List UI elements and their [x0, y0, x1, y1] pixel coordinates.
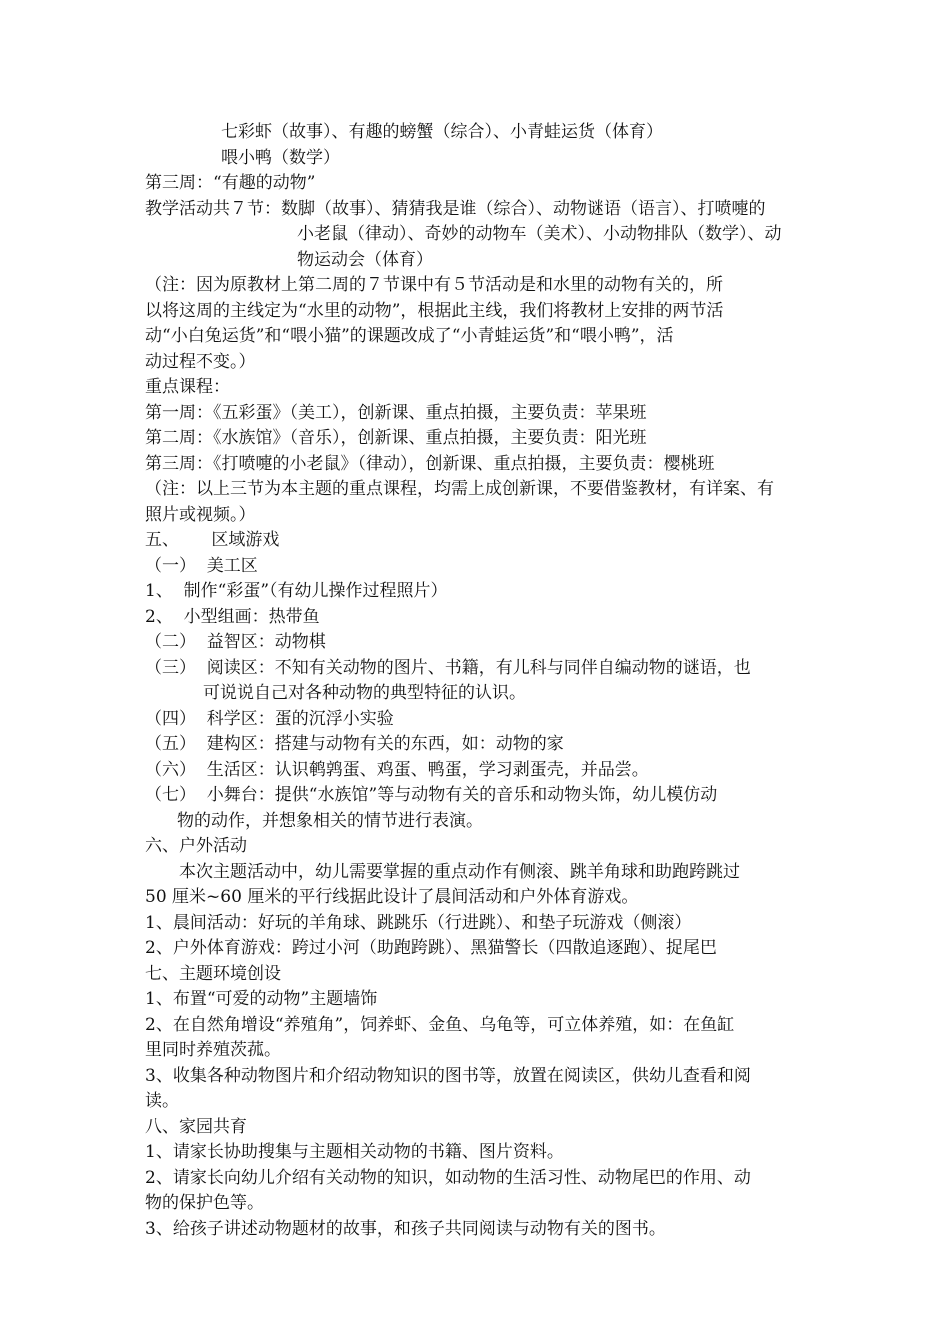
list-item: 1、请家长协助搜集与主题相关动物的书籍、图片资料。: [145, 1142, 564, 1162]
list-item: （五） 建构区：搭建与动物有关的东西，如：动物的家: [145, 734, 564, 754]
text-line: 小老鼠（律动）、奇妙的动物车（美术）、小动物排队（数学）、动: [297, 224, 782, 244]
section-heading: 六、户外活动: [145, 836, 247, 856]
note-line: 以将这周的主线定为“水里的动物”，根据此主线，我们将教材上安排的两节活: [145, 300, 724, 321]
text-line: 第一周：《五彩蛋》（美工），创新课、重点拍摄，主要负责：苹果班: [145, 402, 647, 423]
list-item: （四） 科学区：蛋的沉浮小实验: [145, 708, 394, 729]
text-line: 第二周：《水族馆》（音乐），创新课、重点拍摄，主要负责：阳光班: [145, 428, 647, 448]
list-item: 1、 制作“彩蛋”（有幼儿操作过程照片）: [145, 581, 448, 601]
section-heading: 七、主题环境创设: [145, 963, 281, 984]
list-item: 3、给孩子讲述动物题材的故事，和孩子共同阅读与动物有关的图书。: [145, 1218, 666, 1239]
list-item-continuation: 可说说自己对各种动物的典型特征的认识。: [203, 683, 526, 703]
note-line: 照片或视频。）: [145, 504, 256, 525]
list-item: 2、户外体育游戏：跨过小河（助跑跨跳）、黑猫警长（四散追逐跑）、捉尾巴: [145, 938, 717, 958]
note-line: 动过程不变。）: [145, 351, 256, 372]
text-line: 教学活动共７节：数脚（故事）、猜猜我是谁（综合）、动物谜语（语言）、打喷嚏的: [145, 198, 766, 219]
document-body: [145, 120, 810, 1242]
list-item-continuation: 里同时养殖茨菰。: [145, 1040, 281, 1060]
list-item: （一） 美工区: [145, 555, 258, 576]
text-line: 物运动会（体育）: [297, 249, 433, 270]
note-line: （注：因为原教材上第二周的７节课中有５节活动是和水里的动物有关的，所: [145, 275, 723, 295]
list-item: （三） 阅读区：不知有关动物的图片、书籍，有儿科与同伴自编动物的谜语，也: [145, 657, 751, 678]
note-line: （注：以上三节为本主题的重点课程，均需上成创新课，不要借鉴教材，有详案、有: [145, 479, 774, 499]
list-item: 2、在自然角增设“养殖角”，饲养虾、金鱼、乌龟等，可立体养殖，如：在鱼缸: [145, 1014, 735, 1035]
section-heading: 重点课程：: [145, 377, 230, 397]
list-item: （七） 小舞台：提供“水族馆”等与动物有关的音乐和动物头饰，幼儿模仿动: [145, 785, 718, 805]
section-heading: 第三周：“有趣的动物”: [145, 173, 316, 193]
list-item: 1、晨间活动：好玩的羊角球、跳跳乐（行进跳）、和垫子玩游戏（侧滚）: [145, 912, 692, 933]
section-heading: 五、 区域游戏: [145, 530, 280, 550]
list-item-continuation: 物的保护色等。: [145, 1193, 264, 1213]
note-line: 动“小白兔运货”和“喂小猫”的课题改成了“小青蛙运货”和“喂小鸭”，活: [145, 326, 674, 346]
list-item-continuation: 读。: [145, 1091, 179, 1111]
list-item: 3、收集各种动物图片和介绍动物知识的图书等，放置在阅读区，供幼儿查看和阅: [145, 1065, 751, 1086]
text-line: 七彩虾（故事）、有趣的螃蟹（综合）、小青蛙运货（体育）: [221, 122, 663, 142]
section-heading: 八、家园共育: [145, 1116, 247, 1137]
list-item: 2、请家长向幼儿介绍有关动物的知识，如动物的生活习性、动物尾巴的作用、动: [145, 1167, 751, 1188]
list-item: 2、 小型组画：热带鱼: [145, 606, 320, 627]
paragraph-line: 50 厘米~60 厘米的平行线据此设计了晨间活动和户外体育游戏。: [145, 887, 639, 907]
list-item: 1、布置“可爱的动物”主题墙饰: [145, 989, 378, 1009]
paragraph-line: 本次主题活动中，幼儿需要掌握的重点动作有侧滚、跳羊角球和助跑跨跳过: [179, 861, 740, 882]
list-item: （六） 生活区：认识鹌鹑蛋、鸡蛋、鸭蛋，学习剥蛋壳，并品尝。: [145, 759, 649, 780]
text-line: 第三周：《打喷嚏的小老鼠》（律动），创新课、重点拍摄，主要负责：樱桃班: [145, 453, 715, 474]
list-item: （二） 益智区：动物棋: [145, 632, 326, 652]
text-line: 喂小鸭（数学）: [221, 147, 340, 168]
list-item-continuation: 物的动作，并想象相关的情节进行表演。: [177, 810, 483, 831]
